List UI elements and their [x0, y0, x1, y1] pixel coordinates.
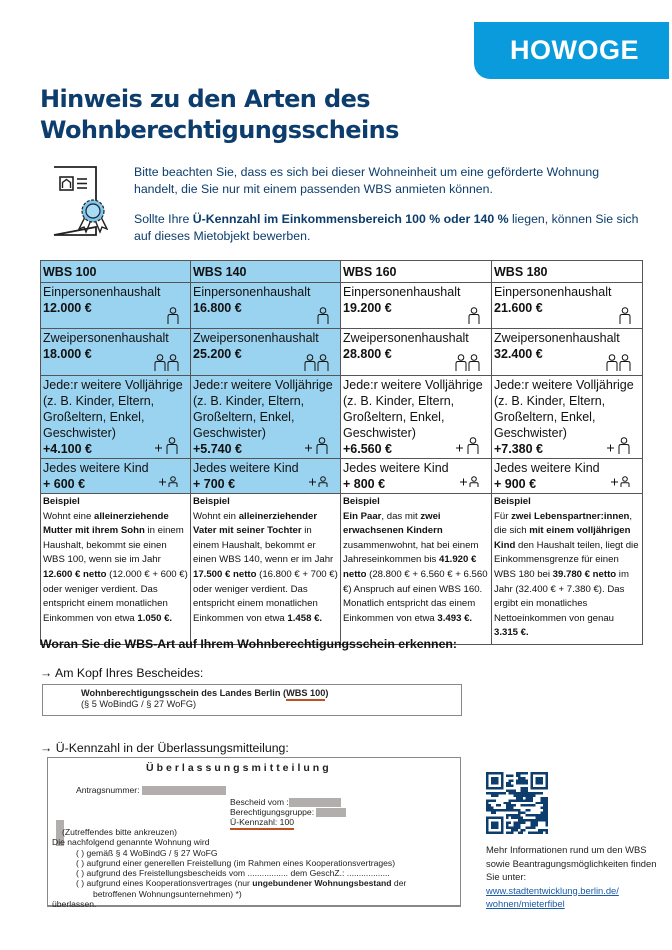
- option-4: [62, 878, 406, 888]
- bescheid-header-line-2: (§ 5 WoBindG / § 27 WoFG): [81, 699, 197, 709]
- one-person-cell: [492, 283, 643, 329]
- example-text: 41.920 € netto: [343, 554, 477, 580]
- add-child-icon: [308, 476, 330, 490]
- example-text: im Jahr (32.400 € + 7.380 €). Das ergibt ein monatliches Nettoeinkommen von genau: [494, 568, 629, 624]
- adult-cell: [191, 376, 341, 459]
- bescheid-header-sample: [42, 684, 462, 716]
- example-cell: [41, 494, 191, 645]
- cell-amount: + 600 €: [43, 477, 86, 491]
- title-line-2: Wohnberechtigungsscheins: [40, 116, 399, 144]
- cell-label: Zweipersonenhaushalt: [343, 331, 469, 345]
- qr-code-icon[interactable]: [486, 771, 548, 835]
- example-text: 39.780 € netto: [552, 568, 617, 580]
- two-person-cell: [492, 329, 643, 376]
- cell-label: Einpersonenhaushalt: [343, 285, 461, 299]
- antragsnummer-label: Antragsnummer:: [76, 785, 140, 795]
- example-text: alleinerziehender Vater mit seiner Tochter: [193, 510, 318, 537]
- title-line-1: Hinweis zu den Arten des: [40, 85, 370, 113]
- intro-p2-bold: Ü-Kennzahl im Einkommensbereich 100 % oder 140 %: [192, 212, 509, 226]
- adult-cell: [341, 376, 492, 459]
- example-text: in einem Haushalt, bekommt er einen WBS 140, wenn er im Jahr: [193, 525, 334, 566]
- cell-label: Einpersonenhaushalt: [43, 285, 161, 299]
- add-adult-icon: [154, 437, 180, 455]
- cell-amount: + 800 €: [343, 477, 386, 491]
- more-info: [486, 843, 666, 911]
- adult-cell: [492, 376, 643, 459]
- add-child-icon: [459, 476, 481, 490]
- link-line-1: www.stadtentwicklung.berlin.de/: [486, 884, 619, 896]
- example-text: 1.050 €.: [137, 612, 173, 624]
- example-text: zwei erwachsenen Kindern: [343, 510, 443, 537]
- two-persons-icon: [304, 354, 330, 372]
- example-text: 12.600 € netto: [43, 568, 107, 580]
- child-cell: [341, 459, 492, 494]
- one-person-cell: [191, 283, 341, 329]
- column-header: WBS 180: [492, 261, 643, 283]
- antragsnummer-field: [76, 785, 226, 795]
- child-cell: [191, 459, 341, 494]
- cell-amount: +4.100 €: [43, 442, 93, 456]
- cell-amount: 19.200 €: [343, 301, 392, 315]
- cell-amount: 32.400 €: [494, 347, 543, 361]
- cell-label: Jede:r weitere Volljährige (z. B. Kinder, Eltern, Großeltern, Enkel, Geschwister): [494, 378, 634, 440]
- intro-p2-prefix: Sollte Ihre: [134, 212, 193, 226]
- option-1: ( ) gemäß § 4 WoBindG / § 27 WoFG: [76, 847, 218, 858]
- cell-amount: 12.000 €: [43, 301, 92, 315]
- mieterfibel-link[interactable]: [486, 884, 666, 911]
- kopf-label: → Am Kopf Ihres Bescheides:: [40, 666, 204, 680]
- example-text: Ein Paar: [343, 510, 382, 522]
- cell-label: Jedes weitere Kind: [343, 461, 449, 475]
- cell-amount: + 700 €: [193, 477, 236, 491]
- ueberlassen-text: überlassen.: [52, 899, 97, 910]
- example-text: (16.800 € + 700 €) oder weniger verdient. Das entspricht einem monatlichen Einkommen von etwa: [193, 568, 338, 624]
- bescheid-header-line-1: [81, 688, 461, 699]
- bescheid-vom-field: [230, 797, 341, 807]
- two-persons-icon: [154, 354, 180, 372]
- example-text: (28.800 € + 6.560 € + 6.560 €) Anspruch auf einen WBS 160. Monatlich entspricht das einem Einkommen von etwa: [343, 568, 488, 624]
- example-text: Wohnt eine: [43, 510, 95, 522]
- option-list: [52, 827, 407, 910]
- berechtigungsgruppe-field: [230, 807, 346, 817]
- example-row: [41, 494, 643, 645]
- intro-paragraph-2: [134, 211, 644, 245]
- more-info-text: Mehr Informationen rund um den WBS sowie Beantragungsmöglichkeiten finden Sie unter:: [486, 844, 657, 882]
- cell-amount: +6.560 €: [343, 442, 393, 456]
- table-header-row: [41, 261, 643, 283]
- two-person-cell: [341, 329, 492, 376]
- example-text: den Haushalt teilen, liegt die Einkommensgrenze für einen WBS 180 bei: [494, 539, 639, 580]
- single-person-icon: [166, 307, 180, 325]
- bescheid-header-prefix: Wohnberechtigungsschein des Landes Berlin (: [81, 688, 287, 698]
- add-child-icon: [158, 476, 180, 490]
- example-heading: Beispiel: [343, 496, 380, 507]
- cell-label: Jedes weitere Kind: [494, 461, 600, 475]
- example-text: 3.315 €.: [494, 627, 529, 639]
- intro-text: [134, 164, 644, 245]
- child-cell: [41, 459, 191, 494]
- column-header: WBS 160: [341, 261, 492, 283]
- intro-paragraph-1: Bitte beachten Sie, dass es sich bei dieser Wohneinheit um eine geförderte Wohnung handelt, die Sie nur mit einem passenden WBS anmieten können.: [134, 165, 600, 196]
- ueberlassung-title: Überlassungsmitteilung: [146, 762, 332, 774]
- ueberlassung-label: → Ü-Kennzahl in der Überlassungsmitteilung:: [40, 741, 289, 755]
- additional-adult-row: [41, 376, 643, 459]
- option-4-bold: ungebundener Wohnungsbestand: [252, 878, 392, 889]
- cell-label: Zweipersonenhaushalt: [494, 331, 620, 345]
- one-person-cell: [41, 283, 191, 329]
- kennzahl-value: Ü-Kennzahl: 100: [230, 817, 294, 830]
- intro-p2-suffix: liegen, können Sie sich auf dieses Mietobjekt bewerben.: [134, 212, 639, 243]
- cell-label: Jede:r weitere Volljährige (z. B. Kinder, Eltern, Großeltern, Enkel, Geschwister): [43, 378, 183, 440]
- adult-cell: [41, 376, 191, 459]
- example-text: alleinerziehende Mutter mit ihrem Sohn: [43, 510, 169, 537]
- bescheid-header-suffix: ): [325, 688, 329, 698]
- cell-amount: 21.600 €: [494, 301, 543, 315]
- option-4-suffix: der: [391, 878, 407, 889]
- one-person-row: [41, 283, 643, 329]
- kennzahl-field: [230, 817, 294, 827]
- wbs-income-table: [40, 260, 643, 645]
- single-person-icon: [618, 307, 632, 325]
- add-adult-icon: [606, 437, 632, 455]
- option-2: ( ) aufgrund einer generellen Freistellung (im Rahmen eines Kooperationsvertrages): [76, 857, 396, 868]
- link-line-2: wohnen/mieterfibel: [486, 898, 565, 909]
- wbs-type-marker: WBS 100: [286, 688, 325, 701]
- add-child-icon: [610, 476, 632, 490]
- berechtigungsgruppe-label: Berechtigungsgruppe:: [230, 807, 315, 817]
- two-person-cell: [191, 329, 341, 376]
- cell-amount: +5.740 €: [193, 442, 243, 456]
- one-person-cell: [341, 283, 492, 329]
- cell-amount: 18.000 €: [43, 347, 92, 361]
- two-persons-icon: [455, 354, 481, 372]
- two-person-row: [41, 329, 643, 376]
- cell-label: Jede:r weitere Volljährige (z. B. Kinder, Eltern, Großeltern, Enkel, Geschwister): [343, 378, 483, 440]
- two-persons-icon: [606, 354, 632, 372]
- example-text: Wohnt ein: [193, 510, 239, 522]
- example-heading: Beispiel: [494, 496, 531, 507]
- cell-label: Jedes weitere Kind: [43, 461, 149, 475]
- child-cell: [492, 459, 643, 494]
- redacted-block: [316, 808, 346, 817]
- howoge-logo: HOWOGE: [474, 22, 669, 79]
- ueberlassungsmitteilung-sample: [47, 757, 461, 910]
- cell-label: Einpersonenhaushalt: [494, 285, 612, 299]
- redacted-block: [289, 798, 341, 807]
- cell-amount: 28.800 €: [343, 347, 392, 361]
- column-header: WBS 140: [191, 261, 341, 283]
- example-cell: [341, 494, 492, 645]
- single-person-icon: [467, 307, 481, 325]
- example-text: zwei Lebenspartner:innen: [511, 510, 630, 522]
- example-text: zusammenwohnt, hat bei einem Jahreseinkommen bis: [343, 539, 479, 566]
- add-adult-icon: [304, 437, 330, 455]
- example-text: in einem Haushalt, bekommt sie einen WBS 100, wenn sie im Jahr: [43, 525, 184, 566]
- cell-amount: 25.200 €: [193, 347, 242, 361]
- cell-label: Zweipersonenhaushalt: [43, 331, 169, 345]
- example-text: 3.493 €.: [437, 612, 473, 624]
- option-4-prefix: ( ) aufgrund eines Kooperationsvertrages (nur: [76, 878, 253, 889]
- cell-label: Einpersonenhaushalt: [193, 285, 311, 299]
- example-text: Für: [494, 510, 512, 522]
- example-text: 1.458 €.: [287, 612, 323, 624]
- two-person-cell: [41, 329, 191, 376]
- option-3: ( ) aufgrund des Freistellungsbescheids vom ................. dem GeschZ.: ..................: [76, 868, 390, 879]
- example-heading: Beispiel: [193, 496, 230, 507]
- add-adult-icon: [455, 437, 481, 455]
- single-person-icon: [316, 307, 330, 325]
- cell-label: Zweipersonenhaushalt: [193, 331, 319, 345]
- option-4-continuation: betroffenen Wohnungsunternehmen) *): [93, 888, 242, 899]
- example-text: 17.500 € netto: [193, 568, 257, 580]
- example-text: , die sich: [494, 510, 633, 537]
- nachfolgend-text: Die nachfolgend genannte Wohnung wird: [52, 837, 210, 848]
- column-header: WBS 100: [41, 261, 191, 283]
- example-text: (12.000 € + 600 €) oder weniger verdient. Das entspricht einem monatlichen Einkommen von etwa: [43, 568, 188, 624]
- page-title: [40, 84, 540, 146]
- additional-child-row: [41, 459, 643, 494]
- cell-label: Jede:r weitere Volljährige (z. B. Kinder, Eltern, Großeltern, Enkel, Geschwister): [193, 378, 333, 440]
- example-cell: [492, 494, 643, 645]
- cell-label: Jedes weitere Kind: [193, 461, 299, 475]
- cell-amount: +7.380 €: [494, 442, 544, 456]
- bescheid-vom-label: Bescheid vom :: [230, 797, 289, 807]
- cell-amount: 16.800 €: [193, 301, 242, 315]
- example-heading: Beispiel: [43, 496, 80, 507]
- redacted-block: [142, 786, 226, 795]
- recognition-heading: Woran Sie die WBS-Art auf Ihrem Wohnberechtigungsschein erkennen:: [40, 637, 458, 651]
- example-text: , das mit: [381, 510, 421, 522]
- example-text: mit einem volljährigen Kind: [494, 525, 631, 551]
- example-cell: [191, 494, 341, 645]
- cell-amount: + 900 €: [494, 477, 537, 491]
- zutreffendes-note: (Zutreffendes bitte ankreuzen): [62, 827, 177, 837]
- certificate-icon: [52, 165, 108, 237]
